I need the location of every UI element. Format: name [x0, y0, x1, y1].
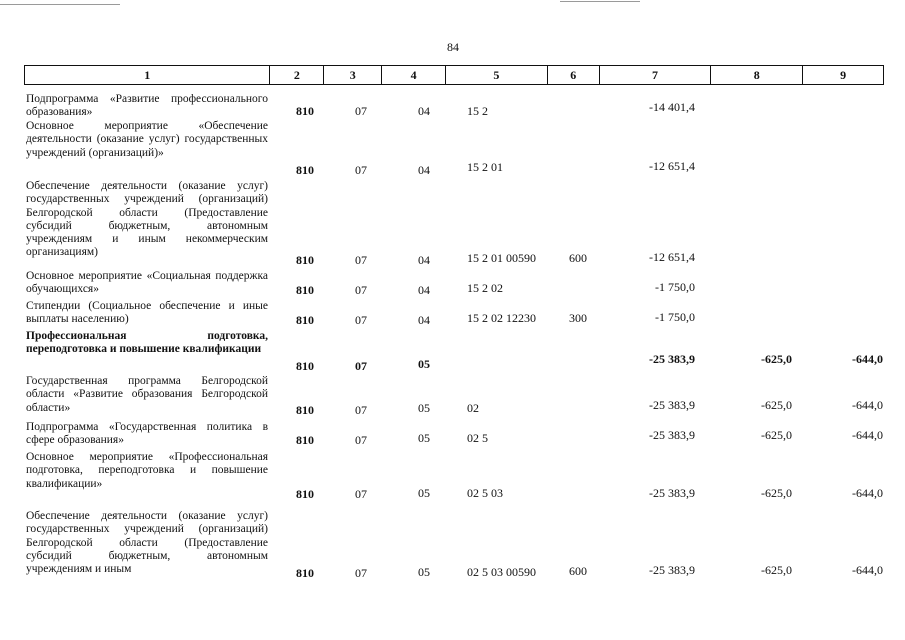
row-description: Подпрограмма «Развитие профессионального образования»	[26, 93, 268, 119]
header-col-4: 4	[382, 66, 446, 84]
row-description: Обеспечение деятельности (оказание услуг) государственных учреждений (организаций) Белгородской области (Предоставление субсидий бюджетным, автономным учреждениям и иным некоммерческим организациям)	[26, 180, 268, 259]
row-description: Государственная программа Белгородской области «Развитие образования Белгородской области»	[26, 375, 268, 414]
cell-target-article: 02	[467, 401, 479, 415]
scan-mark-left	[0, 4, 120, 5]
cell-section: 07	[355, 566, 367, 580]
cell-amount-col7: -12 651,4	[649, 250, 695, 264]
cell-amount-col7: -14 401,4	[649, 100, 695, 114]
cell-amount-col7: -25 383,9	[649, 428, 695, 442]
cell-grbs: 810	[296, 487, 314, 501]
cell-amount-col9: -644,0	[852, 486, 883, 500]
header-col-2: 2	[270, 66, 324, 84]
cell-amount-col7: -25 383,9	[649, 398, 695, 412]
cell-section: 07	[355, 487, 367, 501]
cell-subsection: 04	[418, 163, 430, 177]
cell-grbs: 810	[296, 163, 314, 177]
header-col-7: 7	[600, 66, 712, 84]
table-header	[24, 65, 884, 85]
cell-subsection: 05	[418, 357, 430, 371]
cell-amount-col8: -625,0	[761, 563, 792, 577]
cell-subsection: 04	[418, 253, 430, 267]
header-col-3: 3	[324, 66, 382, 84]
row-description: Профессиональная подготовка, переподготовка и повышение квалификации	[26, 330, 268, 356]
cell-target-article: 15 2 01 00590	[467, 251, 536, 265]
cell-grbs: 810	[296, 566, 314, 580]
cell-amount-col9: -644,0	[852, 352, 883, 366]
cell-subsection: 05	[418, 401, 430, 415]
cell-amount-col9: -644,0	[852, 428, 883, 442]
cell-section: 07	[355, 104, 367, 118]
cell-grbs: 810	[296, 283, 314, 297]
cell-grbs: 810	[296, 104, 314, 118]
cell-amount-col8: -625,0	[761, 398, 792, 412]
header-col-8: 8	[711, 66, 803, 84]
cell-section: 07	[355, 359, 367, 373]
cell-target-article: 02 5 03 00590	[467, 565, 536, 579]
cell-target-article: 02 5 03	[467, 486, 503, 500]
row-description: Обеспечение деятельности (оказание услуг) государственных учреждений (организаций) Белгородской области (Предоставление субсидий бюджетным, автономным учреждениям и иным	[26, 510, 268, 576]
cell-amount-col7: -25 383,9	[649, 486, 695, 500]
row-description: Основное мероприятие «Обеспечение деятельности (оказание услуг) государственных учреждений (организаций)»	[26, 120, 268, 159]
cell-amount-col8: -625,0	[761, 428, 792, 442]
cell-expense-type: 600	[569, 251, 587, 265]
row-description: Основное мероприятие «Профессиональная подготовка, переподготовка и повышение квалификации»	[26, 451, 268, 490]
table-row	[0, 300, 905, 329]
cell-expense-type: 600	[569, 564, 587, 578]
cell-amount-col8: -625,0	[761, 352, 792, 366]
cell-amount-col7: -1 750,0	[655, 310, 695, 324]
table-row	[0, 421, 905, 451]
row-description: Стипендии (Социальное обеспечение и иные выплаты населению)	[26, 300, 268, 326]
header-col-6: 6	[548, 66, 600, 84]
table-row	[0, 120, 905, 178]
table-row	[0, 93, 905, 120]
cell-section: 07	[355, 253, 367, 267]
table-row	[0, 375, 905, 419]
cell-subsection: 05	[418, 486, 430, 500]
cell-subsection: 04	[418, 283, 430, 297]
cell-grbs: 810	[296, 313, 314, 327]
cell-target-article: 15 2 02	[467, 281, 503, 295]
row-description: Основное мероприятие «Социальная поддержка обучающихся»	[26, 270, 268, 296]
cell-target-article: 15 2	[467, 104, 488, 118]
cell-grbs: 810	[296, 433, 314, 447]
table-row	[0, 451, 905, 511]
cell-grbs: 810	[296, 359, 314, 373]
table-row	[0, 270, 905, 299]
header-col-9: 9	[840, 68, 847, 82]
cell-grbs: 810	[296, 403, 314, 417]
cell-grbs: 810	[296, 253, 314, 267]
cell-amount-col7: -1 750,0	[655, 280, 695, 294]
cell-amount-col9: -644,0	[852, 563, 883, 577]
cell-subsection: 05	[418, 431, 430, 445]
header-col-5: 5	[446, 66, 548, 84]
cell-target-article: 02 5	[467, 431, 488, 445]
scan-mark-right	[560, 1, 640, 2]
cell-subsection: 04	[418, 104, 430, 118]
table-row	[0, 510, 905, 582]
cell-section: 07	[355, 283, 367, 297]
cell-amount-col7: -12 651,4	[649, 159, 695, 173]
cell-target-article: 15 2 02 12230	[467, 311, 536, 325]
cell-subsection: 05	[418, 565, 430, 579]
cell-section: 07	[355, 403, 367, 417]
table-row	[0, 180, 905, 268]
cell-section: 07	[355, 313, 367, 327]
cell-subsection: 04	[418, 313, 430, 327]
page-number: 84	[447, 40, 459, 54]
cell-expense-type: 300	[569, 311, 587, 325]
header-col-1: 1	[25, 66, 270, 84]
cell-target-article: 15 2 01	[467, 160, 503, 174]
row-description: Подпрограмма «Государственная политика в сфере образования»	[26, 421, 268, 447]
cell-section: 07	[355, 433, 367, 447]
cell-amount-col9: -644,0	[852, 398, 883, 412]
cell-amount-col8: -625,0	[761, 486, 792, 500]
table-row	[0, 330, 905, 374]
cell-amount-col7: -25 383,9	[649, 352, 695, 366]
cell-section: 07	[355, 163, 367, 177]
cell-amount-col7: -25 383,9	[649, 563, 695, 577]
